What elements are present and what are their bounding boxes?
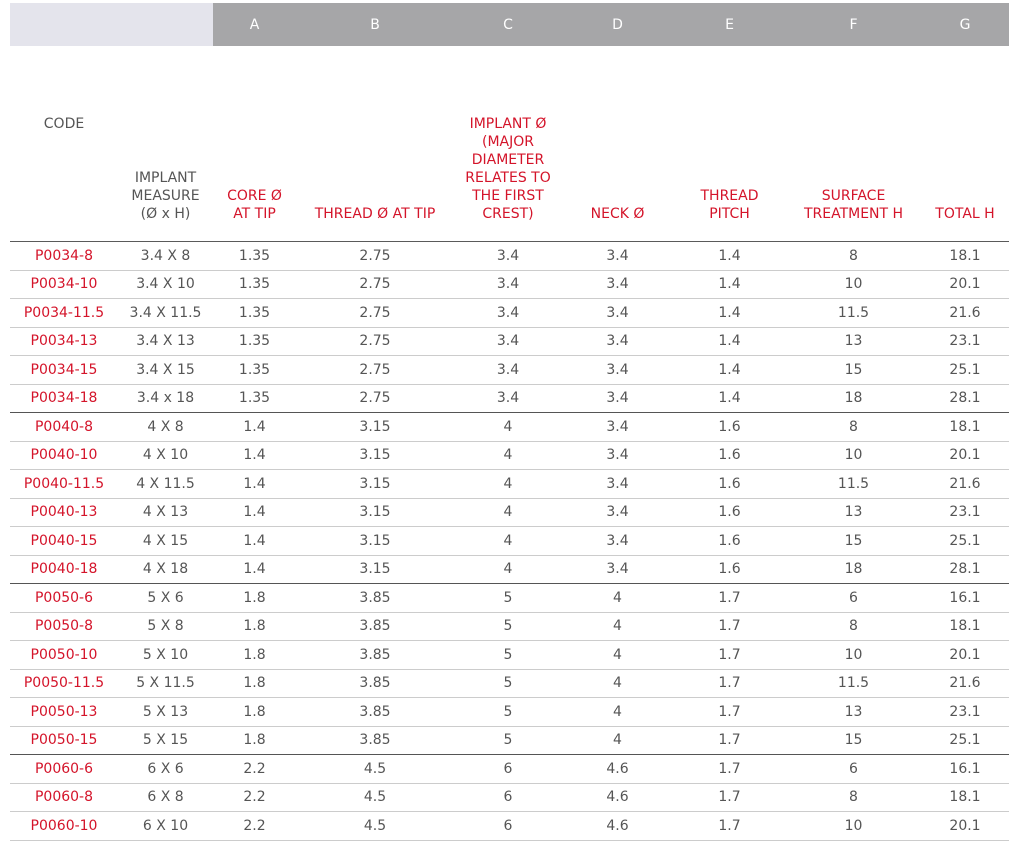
header-thread-diameter: [296, 46, 454, 242]
table-row: [10, 783, 1009, 812]
cell-thread-pitch: 1.7: [673, 669, 786, 698]
cell-code: P0060-10: [10, 812, 118, 841]
cell-code: P0050-13: [10, 698, 118, 727]
cell-core-diameter: 2.2: [213, 812, 296, 841]
cell-total-height: 20.1: [921, 270, 1009, 299]
cell-neck-diameter: 3.4: [562, 384, 673, 413]
cell-thread-diameter: 3.15: [296, 555, 454, 584]
cell-neck-diameter: 4.6: [562, 783, 673, 812]
cell-thread-pitch: 1.4: [673, 327, 786, 356]
cell-thread-diameter: 3.85: [296, 669, 454, 698]
cell-code: P0040-13: [10, 498, 118, 527]
cell-measure: 5 X 13: [118, 698, 213, 727]
cell-surface-treatment: 8: [786, 612, 921, 641]
cell-neck-diameter: 3.4: [562, 470, 673, 499]
cell-thread-diameter: 3.85: [296, 698, 454, 727]
cell-total-height: 16.1: [921, 755, 1009, 784]
cell-thread-pitch: 1.6: [673, 498, 786, 527]
header-code: [10, 46, 118, 242]
cell-implant-diameter: 4: [454, 441, 562, 470]
column-letter-row: [10, 3, 1009, 46]
cell-surface-treatment: 11.5: [786, 669, 921, 698]
column-letter-e: E: [673, 3, 786, 46]
cell-surface-treatment: 11.5: [786, 299, 921, 328]
table-row: [10, 641, 1009, 670]
table-row: [10, 299, 1009, 328]
cell-measure: 4 X 8: [118, 413, 213, 442]
header-implant-diameter-label: IMPLANT Ø (MAJOR DIAMETER RELATES TO THE FIRST CREST): [465, 116, 551, 222]
cell-thread-pitch: 1.7: [673, 755, 786, 784]
cell-implant-diameter: 4: [454, 527, 562, 556]
cell-implant-diameter: 3.4: [454, 242, 562, 271]
cell-surface-treatment: 18: [786, 555, 921, 584]
cell-total-height: 20.1: [921, 641, 1009, 670]
cell-thread-diameter: 3.85: [296, 584, 454, 613]
column-letter-b: B: [296, 3, 454, 46]
cell-implant-diameter: 5: [454, 669, 562, 698]
table-row: [10, 242, 1009, 271]
column-letter-f: F: [786, 3, 921, 46]
column-letter-d: D: [562, 3, 673, 46]
cell-core-diameter: 1.4: [213, 470, 296, 499]
cell-thread-pitch: 1.4: [673, 299, 786, 328]
cell-thread-diameter: 2.75: [296, 384, 454, 413]
cell-total-height: 21.6: [921, 470, 1009, 499]
table-body: [10, 242, 1009, 841]
cell-total-height: 21.6: [921, 299, 1009, 328]
cell-code: P0040-15: [10, 527, 118, 556]
cell-thread-diameter: 4.5: [296, 755, 454, 784]
cell-neck-diameter: 4: [562, 584, 673, 613]
cell-neck-diameter: 3.4: [562, 242, 673, 271]
cell-measure: 6 X 8: [118, 783, 213, 812]
header-thread-pitch: [673, 46, 786, 242]
cell-core-diameter: 2.2: [213, 755, 296, 784]
implant-spec-table: [10, 3, 1009, 841]
cell-thread-diameter: 3.85: [296, 641, 454, 670]
cell-neck-diameter: 4: [562, 698, 673, 727]
cell-measure: 4 X 11.5: [118, 470, 213, 499]
cell-core-diameter: 1.8: [213, 698, 296, 727]
cell-total-height: 23.1: [921, 327, 1009, 356]
cell-surface-treatment: 11.5: [786, 470, 921, 499]
cell-surface-treatment: 13: [786, 498, 921, 527]
cell-implant-diameter: 5: [454, 584, 562, 613]
cell-surface-treatment: 18: [786, 384, 921, 413]
cell-implant-diameter: 6: [454, 755, 562, 784]
cell-measure: 3.4 X 10: [118, 270, 213, 299]
cell-implant-diameter: 4: [454, 413, 562, 442]
cell-thread-diameter: 2.75: [296, 299, 454, 328]
cell-implant-diameter: 6: [454, 783, 562, 812]
table-row: [10, 698, 1009, 727]
table-row: [10, 470, 1009, 499]
cell-measure: 6 X 6: [118, 755, 213, 784]
cell-thread-diameter: 3.15: [296, 527, 454, 556]
cell-thread-pitch: 1.6: [673, 527, 786, 556]
cell-surface-treatment: 8: [786, 242, 921, 271]
cell-thread-diameter: 3.85: [296, 612, 454, 641]
column-name-row: [10, 46, 1009, 242]
cell-measure: 5 X 11.5: [118, 669, 213, 698]
cell-code: P0040-18: [10, 555, 118, 584]
cell-implant-diameter: 5: [454, 726, 562, 755]
cell-neck-diameter: 3.4: [562, 441, 673, 470]
cell-surface-treatment: 13: [786, 698, 921, 727]
cell-thread-pitch: 1.7: [673, 584, 786, 613]
table-row: [10, 612, 1009, 641]
cell-thread-diameter: 3.15: [296, 413, 454, 442]
header-blank-cell: [10, 3, 213, 46]
cell-surface-treatment: 8: [786, 783, 921, 812]
cell-neck-diameter: 4.6: [562, 812, 673, 841]
cell-core-diameter: 1.35: [213, 242, 296, 271]
cell-implant-diameter: 6: [454, 812, 562, 841]
table-row: [10, 584, 1009, 613]
cell-core-diameter: 1.8: [213, 612, 296, 641]
cell-implant-diameter: 4: [454, 470, 562, 499]
cell-measure: 5 X 10: [118, 641, 213, 670]
column-letter-g: G: [921, 3, 1009, 46]
cell-core-diameter: 1.35: [213, 299, 296, 328]
cell-thread-pitch: 1.7: [673, 698, 786, 727]
cell-core-diameter: 2.2: [213, 783, 296, 812]
cell-measure: 4 X 18: [118, 555, 213, 584]
header-surface-treatment: [786, 46, 921, 242]
cell-implant-diameter: 3.4: [454, 327, 562, 356]
cell-thread-pitch: 1.4: [673, 384, 786, 413]
header-neck-diameter-label: NECK Ø: [590, 206, 645, 222]
cell-core-diameter: 1.4: [213, 555, 296, 584]
cell-code: P0050-11.5: [10, 669, 118, 698]
header-surface-treatment-label: SURFACE TREATMENT H: [803, 188, 904, 222]
cell-implant-diameter: 5: [454, 641, 562, 670]
cell-thread-pitch: 1.7: [673, 812, 786, 841]
cell-measure: 3.4 X 13: [118, 327, 213, 356]
table-row: [10, 755, 1009, 784]
cell-total-height: 20.1: [921, 441, 1009, 470]
cell-implant-diameter: 4: [454, 498, 562, 527]
cell-neck-diameter: 4: [562, 612, 673, 641]
cell-implant-diameter: 3.4: [454, 384, 562, 413]
cell-total-height: 18.1: [921, 242, 1009, 271]
cell-measure: 3.4 X 15: [118, 356, 213, 385]
header-implant-measure-label: IMPLANT MEASURE (Ø x H): [131, 170, 200, 222]
table-row: [10, 270, 1009, 299]
cell-thread-diameter: 3.15: [296, 470, 454, 499]
cell-implant-diameter: 5: [454, 612, 562, 641]
table-row: [10, 527, 1009, 556]
cell-surface-treatment: 13: [786, 327, 921, 356]
cell-core-diameter: 1.4: [213, 413, 296, 442]
cell-measure: 5 X 8: [118, 612, 213, 641]
cell-surface-treatment: 10: [786, 270, 921, 299]
cell-code: P0050-6: [10, 584, 118, 613]
table-row: [10, 441, 1009, 470]
cell-core-diameter: 1.8: [213, 726, 296, 755]
cell-measure: 3.4 X 11.5: [118, 299, 213, 328]
cell-thread-pitch: 1.6: [673, 413, 786, 442]
cell-neck-diameter: 4: [562, 726, 673, 755]
cell-total-height: 25.1: [921, 527, 1009, 556]
cell-code: P0034-8: [10, 242, 118, 271]
header-core-diameter: [213, 46, 296, 242]
cell-code: P0040-11.5: [10, 470, 118, 499]
cell-implant-diameter: 3.4: [454, 299, 562, 328]
cell-thread-diameter: 3.15: [296, 441, 454, 470]
column-letter-c: C: [454, 3, 562, 46]
cell-measure: 6 X 10: [118, 812, 213, 841]
cell-neck-diameter: 3.4: [562, 498, 673, 527]
cell-surface-treatment: 10: [786, 812, 921, 841]
cell-core-diameter: 1.8: [213, 584, 296, 613]
cell-code: P0050-15: [10, 726, 118, 755]
table-row: [10, 555, 1009, 584]
cell-thread-diameter: 2.75: [296, 242, 454, 271]
cell-total-height: 18.1: [921, 413, 1009, 442]
cell-thread-diameter: 2.75: [296, 327, 454, 356]
header-neck-diameter: [562, 46, 673, 242]
cell-core-diameter: 1.35: [213, 356, 296, 385]
table-row: [10, 726, 1009, 755]
table-row: [10, 669, 1009, 698]
cell-thread-diameter: 3.15: [296, 498, 454, 527]
cell-surface-treatment: 6: [786, 584, 921, 613]
cell-surface-treatment: 15: [786, 356, 921, 385]
cell-implant-diameter: 4: [454, 555, 562, 584]
cell-thread-pitch: 1.7: [673, 726, 786, 755]
table-row: [10, 413, 1009, 442]
cell-surface-treatment: 10: [786, 441, 921, 470]
cell-measure: 4 X 10: [118, 441, 213, 470]
cell-thread-diameter: 3.85: [296, 726, 454, 755]
cell-implant-diameter: 3.4: [454, 270, 562, 299]
cell-code: P0050-10: [10, 641, 118, 670]
cell-measure: 5 X 15: [118, 726, 213, 755]
cell-neck-diameter: 3.4: [562, 356, 673, 385]
cell-core-diameter: 1.35: [213, 327, 296, 356]
header-total-height-label: TOTAL H: [935, 206, 995, 222]
table-row: [10, 812, 1009, 841]
cell-core-diameter: 1.4: [213, 441, 296, 470]
cell-core-diameter: 1.4: [213, 527, 296, 556]
cell-thread-pitch: 1.4: [673, 242, 786, 271]
cell-thread-diameter: 4.5: [296, 812, 454, 841]
cell-neck-diameter: 3.4: [562, 327, 673, 356]
header-code-label: CODE: [43, 115, 85, 132]
cell-thread-pitch: 1.6: [673, 470, 786, 499]
cell-measure: 5 X 6: [118, 584, 213, 613]
cell-total-height: 18.1: [921, 612, 1009, 641]
cell-thread-diameter: 2.75: [296, 270, 454, 299]
cell-code: P0040-10: [10, 441, 118, 470]
cell-measure: 3.4 x 18: [118, 384, 213, 413]
table-row: [10, 498, 1009, 527]
table-row: [10, 384, 1009, 413]
cell-neck-diameter: 3.4: [562, 527, 673, 556]
cell-core-diameter: 1.8: [213, 669, 296, 698]
cell-surface-treatment: 15: [786, 527, 921, 556]
cell-thread-pitch: 1.4: [673, 270, 786, 299]
cell-total-height: 23.1: [921, 698, 1009, 727]
cell-total-height: 23.1: [921, 498, 1009, 527]
cell-measure: 4 X 15: [118, 527, 213, 556]
cell-thread-pitch: 1.6: [673, 441, 786, 470]
cell-neck-diameter: 4: [562, 669, 673, 698]
cell-total-height: 28.1: [921, 555, 1009, 584]
cell-total-height: 18.1: [921, 783, 1009, 812]
cell-surface-treatment: 10: [786, 641, 921, 670]
cell-code: P0034-13: [10, 327, 118, 356]
table-row: [10, 327, 1009, 356]
cell-neck-diameter: 3.4: [562, 413, 673, 442]
cell-total-height: 25.1: [921, 726, 1009, 755]
cell-total-height: 20.1: [921, 812, 1009, 841]
cell-thread-diameter: 4.5: [296, 783, 454, 812]
cell-surface-treatment: 6: [786, 755, 921, 784]
cell-neck-diameter: 3.4: [562, 270, 673, 299]
cell-total-height: 21.6: [921, 669, 1009, 698]
cell-neck-diameter: 4.6: [562, 755, 673, 784]
cell-thread-diameter: 2.75: [296, 356, 454, 385]
cell-total-height: 25.1: [921, 356, 1009, 385]
cell-code: P0034-10: [10, 270, 118, 299]
header-implant-measure: [118, 46, 213, 242]
cell-total-height: 16.1: [921, 584, 1009, 613]
column-letter-a: A: [213, 3, 296, 46]
cell-code: P0034-11.5: [10, 299, 118, 328]
cell-core-diameter: 1.35: [213, 270, 296, 299]
cell-measure: 4 X 13: [118, 498, 213, 527]
cell-core-diameter: 1.8: [213, 641, 296, 670]
cell-core-diameter: 1.35: [213, 384, 296, 413]
cell-implant-diameter: 5: [454, 698, 562, 727]
cell-surface-treatment: 8: [786, 413, 921, 442]
header-core-diameter-label: CORE Ø AT TIP: [227, 188, 282, 222]
cell-neck-diameter: 4: [562, 641, 673, 670]
cell-implant-diameter: 3.4: [454, 356, 562, 385]
cell-surface-treatment: 15: [786, 726, 921, 755]
cell-neck-diameter: 3.4: [562, 555, 673, 584]
header-thread-pitch-label: THREAD PITCH: [700, 188, 759, 222]
cell-measure: 3.4 X 8: [118, 242, 213, 271]
cell-code: P0050-8: [10, 612, 118, 641]
cell-thread-pitch: 1.7: [673, 612, 786, 641]
cell-thread-pitch: 1.7: [673, 641, 786, 670]
cell-code: P0034-15: [10, 356, 118, 385]
header-total-height: [921, 46, 1009, 242]
cell-code: P0060-6: [10, 755, 118, 784]
cell-neck-diameter: 3.4: [562, 299, 673, 328]
table-row: [10, 356, 1009, 385]
header-implant-diameter: [454, 46, 562, 242]
cell-total-height: 28.1: [921, 384, 1009, 413]
cell-thread-pitch: 1.4: [673, 356, 786, 385]
cell-thread-pitch: 1.7: [673, 783, 786, 812]
cell-code: P0034-18: [10, 384, 118, 413]
header-thread-diameter-label: THREAD Ø AT TIP: [314, 206, 436, 222]
cell-core-diameter: 1.4: [213, 498, 296, 527]
table-header: [10, 3, 1009, 242]
cell-thread-pitch: 1.6: [673, 555, 786, 584]
cell-code: P0060-8: [10, 783, 118, 812]
cell-code: P0040-8: [10, 413, 118, 442]
